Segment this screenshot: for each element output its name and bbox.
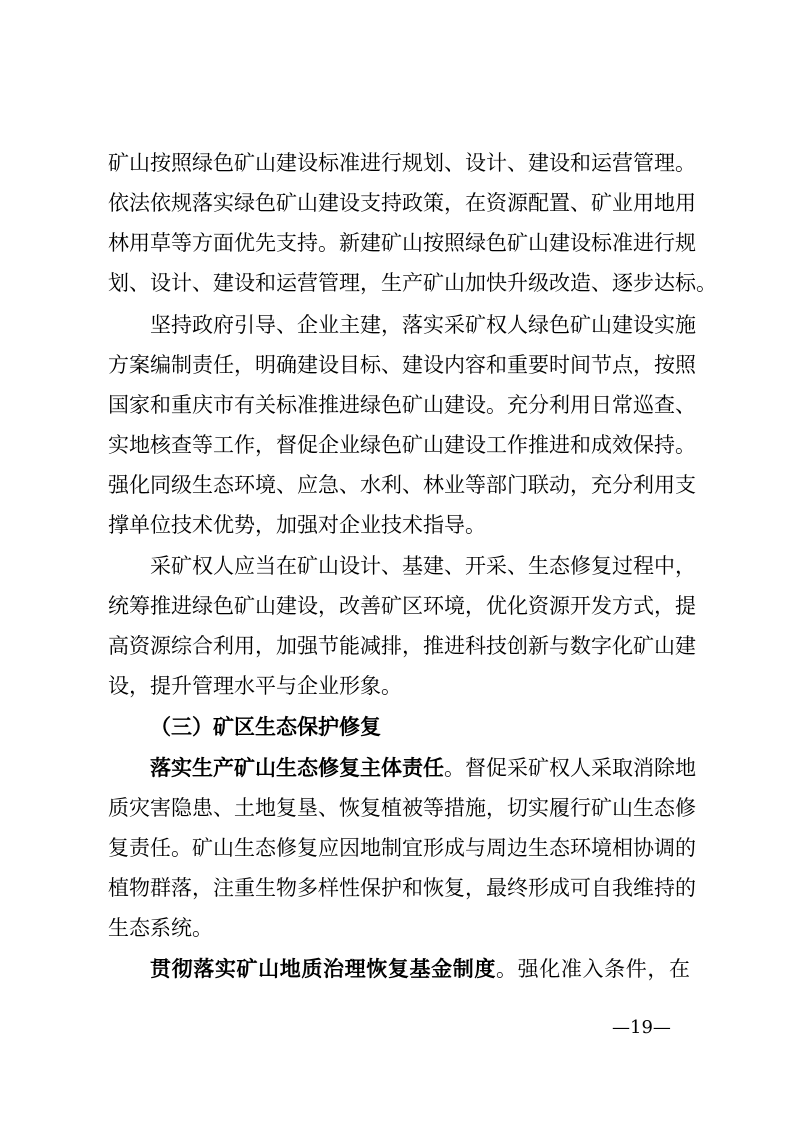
body-text-line: 国家和重庆市有关标准推进绿色矿山建设。充分利用日常巡查、	[108, 393, 696, 417]
body-text-line: 植物群落，注重生物多样性保护和恢复，最终形成可自我维持的	[108, 876, 696, 900]
body-text-line: 强化同级生态环境、应急、水利、林业等部门联动，充分利用支	[108, 473, 696, 497]
body-text-line: 林用草等方面优先支持。新建矿山按照绿色矿山建设标准进行规	[108, 231, 696, 255]
section-heading: （三）矿区生态保护修复	[150, 714, 381, 739]
bold-lead: 贯彻落实矿山地质治理恢复基金制度	[150, 956, 496, 981]
body-text-line: 方案编制责任，明确建设目标、建设内容和重要时间节点，按照	[108, 353, 696, 377]
body-text: 。督促采矿权人采取消除地	[444, 756, 696, 780]
body-text-line: 采矿权人应当在矿山设计、基建、开采、生态修复过程中，	[150, 554, 696, 578]
body-text-line: 高资源综合利用，加强节能减排，推进科技创新与数字化矿山建	[108, 634, 696, 658]
body-text: 。强化准入条件，在	[496, 957, 690, 981]
bold-lead: 落实生产矿山生态修复主体责任	[150, 755, 444, 780]
body-text-line: 划、设计、建设和运营管理，生产矿山加快升级改造、逐步达标。	[108, 271, 717, 295]
body-text-line: 设，提升管理水平与企业形象。	[108, 674, 402, 698]
page-number: —19—	[612, 1017, 671, 1038]
body-text-line	[150, 753, 696, 783]
body-text-line: 复责任。矿山生态修复应因地制宜形成与周边生态环境相协调的	[108, 836, 696, 860]
body-text-line: 统筹推进绿色矿山建设，改善矿区环境，优化资源开发方式，提	[108, 594, 696, 618]
body-text-line: 质灾害隐患、土地复垦、恢复植被等措施，切实履行矿山生态修	[108, 796, 696, 820]
body-text-line: 坚持政府引导、企业主建，落实采矿权人绿色矿山建设实施	[150, 313, 696, 337]
body-text-line	[150, 954, 690, 984]
body-text-line: 实地核查等工作，督促企业绿色矿山建设工作推进和成效保持。	[108, 433, 696, 457]
body-text-line: 生态系统。	[108, 916, 213, 940]
body-text-line: 撑单位技术优势，加强对企业技术指导。	[108, 513, 486, 537]
body-text-line: 依法依规落实绿色矿山建设支持政策，在资源配置、矿业用地用	[108, 191, 696, 215]
body-text-line: 矿山按照绿色矿山建设标准进行规划、设计、建设和运营管理。	[108, 151, 696, 175]
